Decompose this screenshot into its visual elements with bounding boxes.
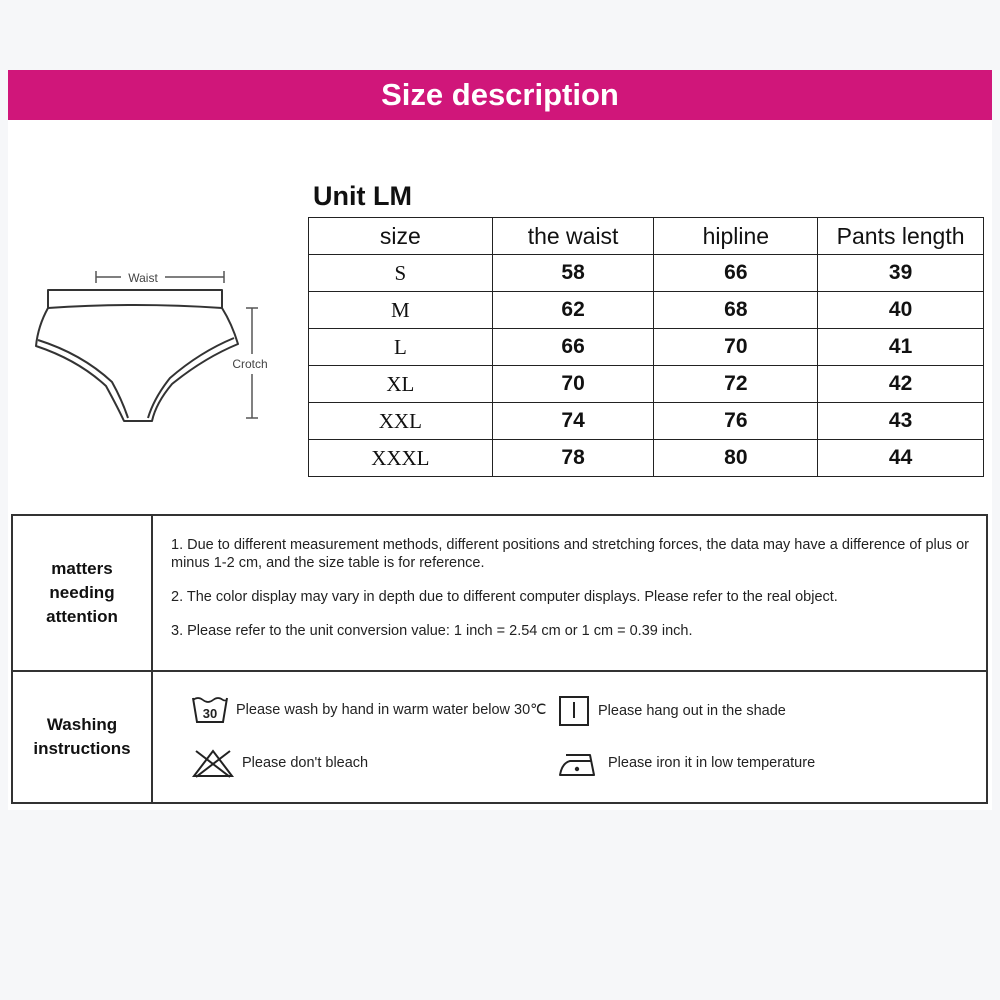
brief-outline [36, 308, 238, 421]
wash-text: Please don't bleach [242, 755, 369, 771]
note-item: 1. Due to different measurement methods, different positions and stretching forces, the data may have a difference of plus or minus 1-2 cm, and the size table is for reference. [171, 537, 969, 571]
waist-cell: 78 [492, 440, 654, 477]
table-row [309, 255, 984, 292]
header-size: size [309, 218, 493, 255]
size-table [308, 217, 984, 477]
waist-cell: 62 [492, 292, 654, 329]
header-pants-length: Pants length [818, 218, 984, 255]
hipline-cell: 76 [654, 403, 818, 440]
wash-text: Please wash by hand in warm water below 30℃ [236, 702, 547, 718]
attention-label: matters needing attention [46, 559, 118, 626]
size-cell: XL [309, 366, 493, 403]
banner-title: Size description [381, 77, 619, 112]
length-cell: 40 [818, 292, 984, 329]
wash-item-iron [556, 747, 815, 779]
unit-title: Unit LM [313, 181, 412, 211]
header-waist: the waist [492, 218, 654, 255]
wash-item-hand [190, 694, 546, 726]
washing-label: Washing instructions [33, 715, 131, 758]
table-row [309, 366, 984, 403]
washing-row [13, 672, 986, 802]
hipline-cell: 70 [654, 329, 818, 366]
hipline-cell: 66 [654, 255, 818, 292]
table-row [309, 292, 984, 329]
wash-text: Please iron it in low temperature [608, 755, 816, 771]
size-cell: L [309, 329, 493, 366]
header-hipline: hipline [654, 218, 818, 255]
attention-label-cell [13, 516, 153, 670]
right-leg-trim [148, 338, 234, 418]
wash-text: Please hang out in the shade [598, 703, 786, 719]
attention-notes [171, 536, 976, 656]
length-cell: 44 [818, 440, 984, 477]
attention-row [13, 516, 986, 672]
hand-wash-icon [190, 694, 230, 726]
hipline-cell: 68 [654, 292, 818, 329]
size-table-header-row [309, 218, 984, 255]
no-bleach-icon [190, 747, 236, 779]
waistband-shape [48, 290, 222, 308]
length-cell: 41 [818, 329, 984, 366]
waist-label: Waist [128, 271, 158, 285]
hand-wash-temp: 30 [202, 706, 218, 721]
washing-label-cell [13, 672, 153, 802]
length-cell: 43 [818, 403, 984, 440]
wash-item-bleach [190, 747, 368, 779]
length-cell: 39 [818, 255, 984, 292]
underwear-diagram [28, 268, 278, 433]
length-cell: 42 [818, 366, 984, 403]
crotch-label: Crotch [232, 357, 268, 371]
hang-dry-shade-icon [556, 694, 592, 728]
size-cell: XXL [309, 403, 493, 440]
waist-cell: 70 [492, 366, 654, 403]
title-banner [8, 70, 992, 120]
waist-cell: 58 [492, 255, 654, 292]
iron-low-icon [556, 747, 602, 779]
table-row [309, 329, 984, 366]
hipline-cell: 80 [654, 440, 818, 477]
waist-cell: 74 [492, 403, 654, 440]
size-cell: XXXL [309, 440, 493, 477]
info-box [11, 514, 988, 804]
waist-cell: 66 [492, 329, 654, 366]
note-item: 2. The color display may vary in depth due to different computer displays. Please refer to the real object. [171, 589, 838, 605]
note-item: 3. Please refer to the unit conversion value: 1 inch = 2.54 cm or 1 cm = 0.39 inch. [171, 623, 693, 639]
size-cell: S [309, 255, 493, 292]
wash-item-hang [556, 694, 786, 728]
table-row [309, 440, 984, 477]
hipline-cell: 72 [654, 366, 818, 403]
size-cell: M [309, 292, 493, 329]
table-row [309, 403, 984, 440]
